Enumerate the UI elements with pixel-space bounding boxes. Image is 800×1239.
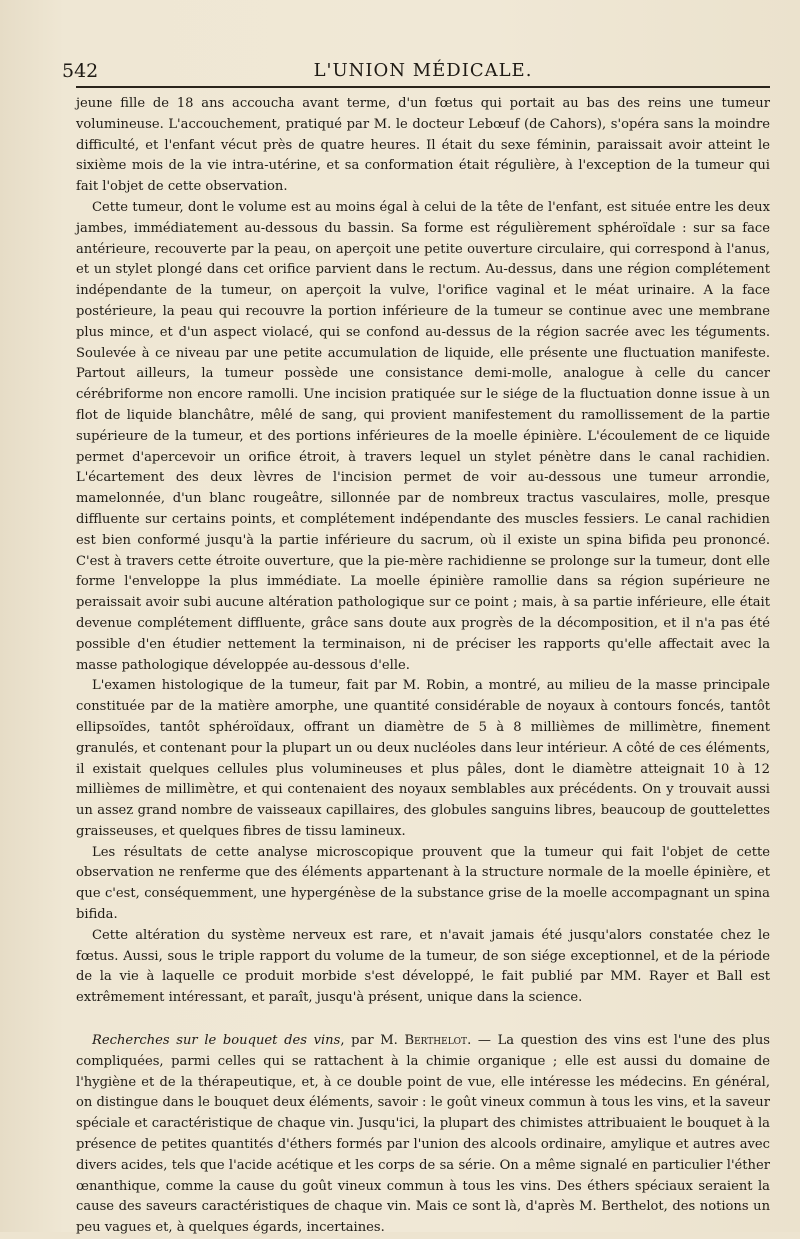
article-byline: , par M. [340, 1033, 405, 1049]
page-header [62, 52, 770, 88]
paragraph-3: L'examen histologique de la tumeur, fait par M. Robin, a montré, au milieu de la masse principale constituée par de la matière amorphe, une quantité considérable de noyaux à contours foncés, tantôt ellipsoïdes, tantôt sphéroïdaux, offrant un diamètre de 5 à 8 millièmes de millimètre, finement granulés, et contenant pour la plupart un ou deux nucléoles dans leur intérieur. A côté de ces éléments, il existait quelques cellules plus volumineuses et plus pâles, dont le diamètre atteignait 10 à 12 millièmes de millimètre, et qui contenaient des noyaux semblables aux précédents. On y trouvait aussi un assez grand nombre de vaisseaux capillaires, des globules sanguins libres, beaucoup de gouttelettes graisseuses, et quelques fibres de tissu lamineux. [76, 678, 770, 839]
page-number: 542 [62, 60, 99, 82]
paragraph-1: jeune fille de 18 ans accoucha avant terme, d'un fœtus qui portait au bas des reins une tumeur volumineuse. L'accouchement, pratiqué par M. le docteur Lebœuf (de Cahors), s'opéra sans la moindre difficulté, et l'enfant vécut près de quatre heures. Il était du sexe féminin, paraissait avoir atteint le sixième mois de la vie intra-utérine, et sa conformation était régulière, à l'exception de la tumeur qui fait l'objet de cette observation. [76, 96, 770, 195]
paragraph-2: Cette tumeur, dont le volume est au moins égal à celui de la tête de l'enfant, est située entre les deux jambes, immédiatement au-dessous du bassin. Sa forme est régulièrement sphéroïdale : sur sa face antérieure, recouverte par la peau, on aperçoit une petite ouverture circulaire, qui correspond à l'anus, et un stylet plongé dans cet orifice parvient dans le rectum. Au-dessus, dans une région complétement indépendante de la tumeur, on aperçoit la vulve, l'orifice vaginal et le méat urinaire. A la face postérieure, la peau qui recouvre la portion inférieure de la tumeur se continue avec une membrane plus mince, et d'un aspect violacé, qui se confond au-dessus de la région sacrée avec les téguments. Soulevée à ce niveau par une petite accumulation de liquide, elle présente une fluctuation manifeste. Partout ailleurs, la tumeur possède une consistance demi-molle, analogue à celle du cancer cérébriforme non encore ramolli. Une incision pratiquée sur le siége de la fluctuation donne issue à un flot de liquide blanchâtre, mêlé de sang, qui provient manifestement du ramollissement de la partie supérieure de la tumeur, et des portions inférieures de la moelle épinière. L'écoulement de ce liquide permet d'apercevoir un orifice étroit, à travers lequel un stylet pénètre dans le canal rachidien. L'écartement des deux lèvres de l'incision permet de voir au-dessous une tumeur arrondie, mamelonnée, d'un blanc rougeâtre, sillonnée par de nombreux tractus vasculaires, molle, presque diffluente sur certains points, et complétement indépendante des muscles fessiers. Le canal rachidien est bien conformé jusqu'à la partie inférieure du sacrum, où il existe un spina bifida peu prononcé. C'est à travers cette étroite ouverture, que la pie-mère rachidienne se prolonge sur la tumeur, dont elle forme l'enveloppe la plus immédiate. La moelle épinière ramollie dans sa région supérieure ne peraissait avoir subi aucune altération pathologique sur ce point ; mais, à sa partie inférieure, elle était devenue complétement diffluente, grâce sans doute aux progrès de la décomposition, et il n'a pas été possible d'en étudier nettement la terminaison, ni de préciser les rapports qu'elle affectait avec la masse pathologique développée au-dessous d'elle. [76, 199, 770, 673]
article-paragraph [76, 1031, 770, 1239]
article-author: Berthelot [404, 1033, 468, 1049]
article-text: . — La question des vins est l'une des plus compliquées, parmi celles qui se rattachent à la chimie organique ; elle est aussi du domaine de l'hygiène et de la thérapeutique, et, à ce double point de vue, elle intéresse les médecins. En général, on distingue dans le bouquet deux éléments, savoir : le goût vineux commun à tous les vins, et la saveur spéciale et caractéristique de chaque vin. Jusqu'ici, la plupart des chimistes attribuaient le bouquet à la présence de petites quantités d'éthers formés par l'union des alcools ordinaire, amylique et autres avec divers acides, tels que l'acide acétique et les corps de sa série. On a même signalé en particulier l'éther œnanthique, comme la cause du goût vineux commun à tous les vins. Des éthers spéciaux seraient la cause des saveurs caractéristiques de chaque vin. Mais ce sont là, d'après M. Berthelot, des notions un peu vagues et, à quelques égards, incertaines. [76, 1033, 771, 1236]
paragraph-5: Cette altération du système nerveux est rare, et n'avait jamais été jusqu'alors constatée chez le fœtus. Aussi, sous le triple rapport du volume de la tumeur, de son siége exceptionnel, et de la période de la vie à laquelle ce produit morbide s'est développé, le fait publié par MM. Rayer et Ball est extrêmement intéressant, et paraît, jusqu'à présent, unique dans la science. [76, 927, 770, 1006]
paragraph-4: Les résultats de cette analyse microscopique prouvent que la tumeur qui fait l'objet de cette observation ne renferme que des éléments appartenant à la structure normale de la moelle épinière, et que c'est, conséquemment, une hypergénèse de la substance grise de la moelle accompagnant un spina bifida. [76, 844, 770, 923]
running-title: L'UNION MÉDICALE. [313, 60, 533, 81]
body-text [76, 94, 770, 1239]
article-title: Recherches sur le bouquet des vins [92, 1033, 341, 1049]
